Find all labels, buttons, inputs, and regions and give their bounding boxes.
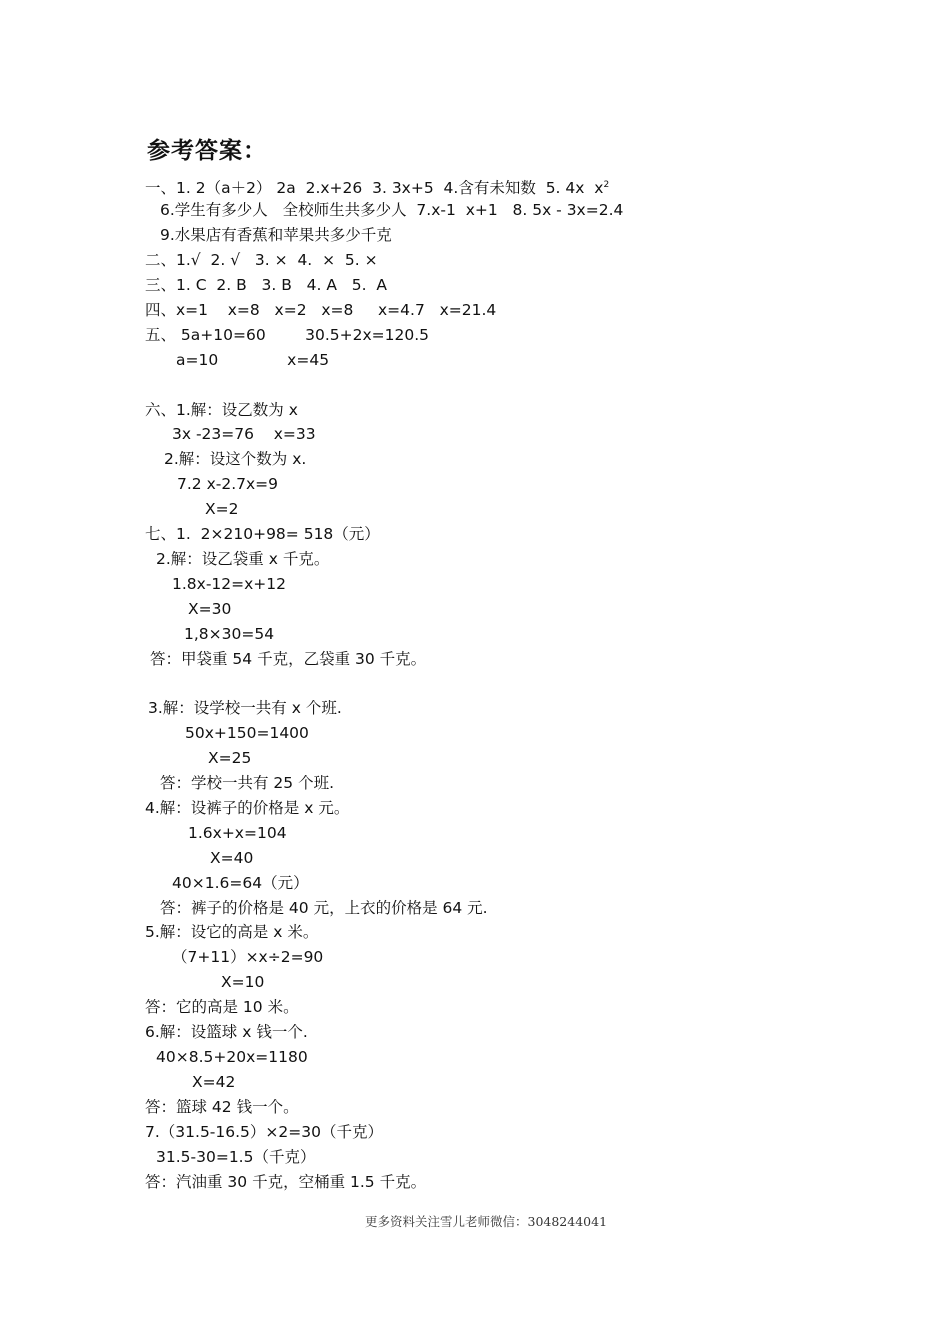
answer-line: 1,8×30=54 bbox=[184, 625, 275, 643]
answer-line: 六、1.解：设乙数为 x bbox=[145, 401, 298, 419]
answer-line: 三、1. C 2. B 3. B 4. A 5. A bbox=[145, 276, 387, 294]
answer-line: 31.5-30=1.5（千克） bbox=[156, 1148, 316, 1166]
answer-line: 2.解：设这个数为 x. bbox=[164, 450, 307, 468]
answer-line: 答：甲袋重 54 千克，乙袋重 30 千克。 bbox=[150, 650, 427, 668]
answer-line: 七、1. 2×210+98= 518（元） bbox=[145, 525, 380, 543]
answer-line: 40×1.6=64（元） bbox=[172, 874, 309, 892]
answer-line: X=25 bbox=[208, 749, 252, 767]
answer-line: 答：篮球 42 钱一个。 bbox=[145, 1098, 299, 1116]
answer-line: 答：它的高是 10 米。 bbox=[145, 998, 299, 1016]
answer-line: 四、x=1 x=8 x=2 x=8 x=4.7 x=21.4 bbox=[145, 301, 497, 319]
answer-line: 二、1.√ 2. √ 3. × 4. × 5. × bbox=[145, 251, 378, 269]
answer-line: X=42 bbox=[192, 1073, 236, 1091]
answer-line: 3x -23=76 x=33 bbox=[172, 425, 316, 443]
answer-line: 7.（31.5-16.5）×2=30（千克） bbox=[145, 1123, 383, 1141]
answer-line: X=10 bbox=[221, 973, 265, 991]
answer-line: a=10 x=45 bbox=[176, 351, 330, 369]
answer-line: 7.2 x-2.7x=9 bbox=[177, 475, 279, 493]
answer-line: 1.8x-12=x+12 bbox=[172, 575, 287, 593]
answer-line: 3.解：设学校一共有 x 个班. bbox=[148, 699, 342, 717]
answer-line: 40×8.5+20x=1180 bbox=[156, 1048, 308, 1066]
answer-line: X=2 bbox=[205, 500, 239, 518]
answer-line: 答：学校一共有 25 个班. bbox=[160, 774, 335, 792]
answer-line: X=40 bbox=[210, 849, 254, 867]
answer-line: 一、1. 2（a＋2） 2a 2.x+26 3. 3x+5 4.含有未知数 5. 4x $x^2$ bbox=[145, 179, 610, 198]
answer-line: 4.解：设裤子的价格是 x 元。 bbox=[145, 799, 350, 817]
superscript: 2 bbox=[603, 180, 610, 190]
answer-line: 6.解：设篮球 x 钱一个. bbox=[145, 1023, 308, 1041]
answer-line: 五、 5a+10=60 30.5+2x=120.5 bbox=[145, 326, 430, 344]
answer-line: 5.解：设它的高是 x 米。 bbox=[145, 923, 319, 941]
answer-line: 9.水果店有香蕉和苹果共多少千克 bbox=[160, 226, 392, 244]
answer-line: 6.学生有多少人 全校师生共多少人 7.x-1 x+1 8. 5x - 3x=2.4 bbox=[160, 201, 624, 219]
answer-line: 2.解：设乙袋重 x 千克。 bbox=[156, 550, 330, 568]
answer-line: 50x+150=1400 bbox=[185, 724, 309, 742]
answer-line: X=30 bbox=[188, 600, 232, 618]
page-title: 参考答案： bbox=[147, 137, 267, 164]
answer-line: 答：裤子的价格是 40 元，上衣的价格是 64 元. bbox=[160, 899, 488, 917]
answer-line: （7+11）×x÷2=90 bbox=[172, 948, 324, 966]
answer-line: 1.6x+x=104 bbox=[188, 824, 287, 842]
answer-line: 答：汽油重 30 千克，空桶重 1.5 千克。 bbox=[145, 1173, 427, 1191]
footer-note: 更多资料关注雪儿老师微信：3048244041 bbox=[365, 1214, 608, 1229]
